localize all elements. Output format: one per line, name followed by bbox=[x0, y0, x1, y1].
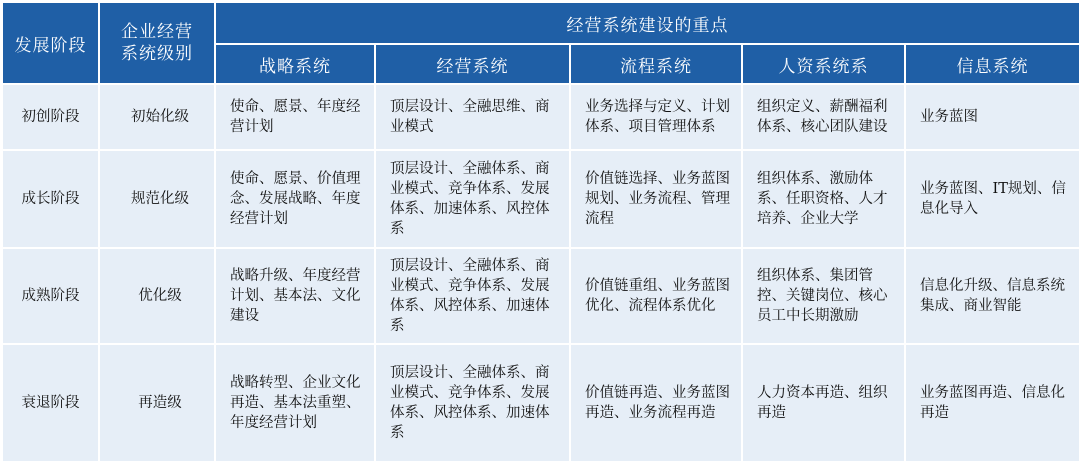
hr-cell: 组织定义、薪酬福利体系、核心团队建设 bbox=[742, 84, 905, 150]
header-hr: 人资系统系 bbox=[742, 44, 905, 84]
operation-cell: 顶层设计、全融思维、商业模式 bbox=[375, 84, 570, 150]
operation-cell: 顶层设计、全融体系、商业模式、竞争体系、发展体系、加速体系、风控体系 bbox=[375, 150, 570, 248]
table-row bbox=[2, 248, 1080, 344]
process-cell: 价值链重组、业务蓝图优化、流程体系优化 bbox=[570, 248, 742, 344]
header-level-line1: 企业经营 bbox=[121, 22, 193, 42]
hr-cell: 组织体系、激励体系、任职资格、人才培养、企业大学 bbox=[742, 150, 905, 248]
header-info: 信息系统 bbox=[905, 44, 1080, 84]
header-stage: 发展阶段 bbox=[2, 2, 99, 84]
level-cell: 规范化级 bbox=[99, 150, 215, 248]
table-row bbox=[2, 84, 1080, 150]
table-row bbox=[2, 150, 1080, 248]
header-focus-title: 经营系统建设的重点 bbox=[215, 2, 1080, 44]
stage-cell: 初创阶段 bbox=[2, 84, 99, 150]
strategy-cell: 战略升级、年度经营计划、基本法、文化建设 bbox=[215, 248, 375, 344]
level-cell: 优化级 bbox=[99, 248, 215, 344]
strategy-cell: 战略转型、企业文化再造、基本法重塑、年度经营计划 bbox=[215, 344, 375, 462]
process-cell: 价值链再造、业务蓝图再造、业务流程再造 bbox=[570, 344, 742, 462]
development-stage-table bbox=[1, 1, 1080, 463]
strategy-cell: 使命、愿景、年度经营计划 bbox=[215, 84, 375, 150]
process-cell: 业务选择与定义、计划体系、项目管理体系 bbox=[570, 84, 742, 150]
process-cell: 价值链选择、业务蓝图规划、业务流程、管理流程 bbox=[570, 150, 742, 248]
stage-cell: 成长阶段 bbox=[2, 150, 99, 248]
hr-cell: 组织体系、集团管控、关键岗位、核心员工中长期激励 bbox=[742, 248, 905, 344]
header-level bbox=[99, 2, 215, 84]
table-body bbox=[2, 84, 1080, 462]
stage-cell: 衰退阶段 bbox=[2, 344, 99, 462]
info-cell: 业务蓝图 bbox=[905, 84, 1080, 150]
operation-cell: 顶层设计、全融体系、商业模式、竞争体系、发展体系、风控体系、加速体系 bbox=[375, 344, 570, 462]
level-cell: 再造级 bbox=[99, 344, 215, 462]
table-header bbox=[2, 2, 1080, 84]
level-cell: 初始化级 bbox=[99, 84, 215, 150]
table-row bbox=[2, 344, 1080, 462]
header-level-line2: 系统级别 bbox=[121, 44, 193, 64]
info-cell: 业务蓝图再造、信息化再造 bbox=[905, 344, 1080, 462]
strategy-cell: 使命、愿景、价值理念、发展战略、年度经营计划 bbox=[215, 150, 375, 248]
header-process: 流程系统 bbox=[570, 44, 742, 84]
operation-cell: 顶层设计、全融体系、商业模式、竞争体系、发展体系、风控体系、加速体系 bbox=[375, 248, 570, 344]
header-operation: 经营系统 bbox=[375, 44, 570, 84]
header-strategy: 战略系统 bbox=[215, 44, 375, 84]
stage-cell: 成熟阶段 bbox=[2, 248, 99, 344]
info-cell: 业务蓝图、IT规划、信息化导入 bbox=[905, 150, 1080, 248]
hr-cell: 人力资本再造、组织再造 bbox=[742, 344, 905, 462]
info-cell: 信息化升级、信息系统集成、商业智能 bbox=[905, 248, 1080, 344]
